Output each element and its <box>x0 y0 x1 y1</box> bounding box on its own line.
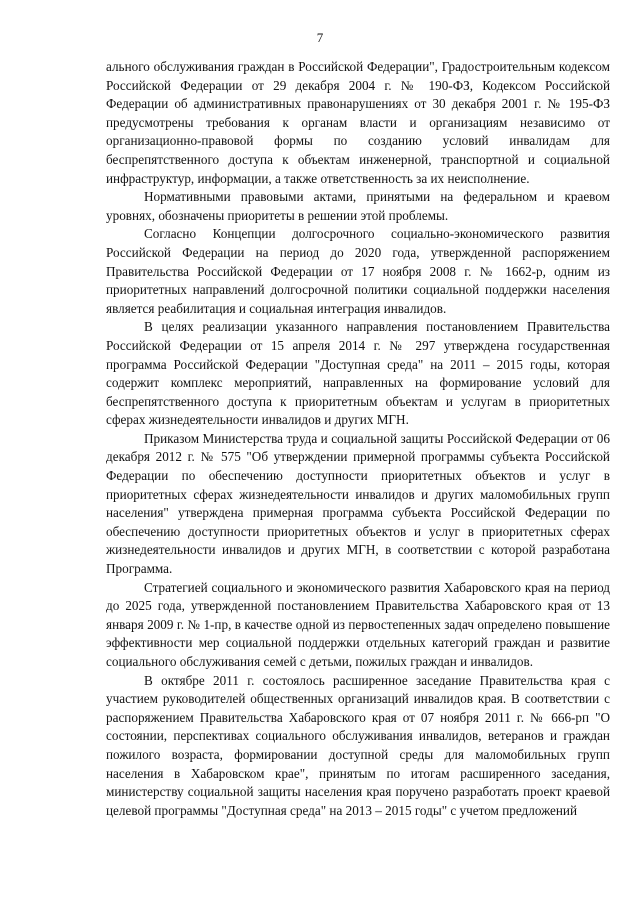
paragraph: В целях реализации указанного направления постановлением Правительства Российской Федерации от 15 апреля 2014 г. № 297 утверждена государственная программа Российской Федерации "Доступная среда" на 2011 – 2015 годы, которая содержит комплекс мероприятий, направленных на формирование условий для беспрепятственного доступа к приоритетным объектам и услугам в приоритетных сферах жизнедеятельности инвалидов и других МГН. <box>106 319 610 428</box>
paragraph: Согласно Концепции долгосрочного социально-экономического развития Российской Федерации на период до 2020 года, утвержденной распоряжением Правительства Российской Федерации от 17 ноября 2008 г. № 1662-р, одним из приоритетных направлений долгосрочной политики социальной поддержки населения является реабилитация и социальная интеграция инвалидов. <box>106 226 610 316</box>
document-body <box>106 58 610 820</box>
paragraph: В октябре 2011 г. состоялось расширенное заседание Правительства края с участием руководителей общественных организаций инвалидов края. В соответствии с распоряжением Правительства Хабаровского края от 07 ноября 2011 г. № 666-рп "О состоянии, перспективах социального обслуживания инвалидов, ветеранов и граждан пожилого возраста, формировании доступной среды для маломобильных групп населения в Хабаровском крае", принятым по итогам расширенного заседания, министерству социальной защиты населения края поручено разработать проект краевой целевой программы "Доступная среда" на 2013 – 2015 годы" с учетом предложений <box>106 672 610 818</box>
paragraph: Стратегией социального и экономического развития Хабаровского края на период до 2025 года, утвержденной постановлением Правительства Хабаровского края от 13 января 2009 г. № 1-пр, в качестве одной из первостепенных задач определено повышение эффективности мер социальной поддержки отдельных категорий граждан и развитие социального обслуживания семей с детьми, пожилых граждан и инвалидов. <box>106 579 610 669</box>
paragraph: Нормативными правовыми актами, принятыми на федеральном и краевом уровнях, обозначены приоритеты в решении этой проблемы. <box>106 189 610 223</box>
paragraph-continued: ального обслуживания граждан в Российской Федерации", Градостроительным кодексом Российской Федерации от 29 декабря 2004 г. № 190-ФЗ, Кодексом Российской Федерации об административных правонарушениях от 30 декабря 2001 г. № 195-ФЗ предусмотрены требования к органам власти и организациям независимо от организационно-правовой формы по созданию условий инвалидам для беспрепятственного доступа к объектам инженерной, транспортной и социальной инфраструктур, информации, а также ответственность за их неисполнение. <box>106 59 610 186</box>
page-number: 7 <box>316 30 324 45</box>
paragraph: Приказом Министерства труда и социальной защиты Российской Федерации от 06 декабря 2012 г. № 575 "Об утверждении примерной программы субъекта Российской Федерации по обеспечению доступности приоритетных объектов и услуг в приоритетных сферах жизнедеятельности инвалидов и других маломобильных групп населения" утверждена примерная программа субъекта Российской Федерации по обеспечению доступности приоритетных объектов и услуг в приоритетных сферах жизнедеятельности инвалидов и других МГН, в соответствии с которой разработана Программа. <box>106 430 610 577</box>
